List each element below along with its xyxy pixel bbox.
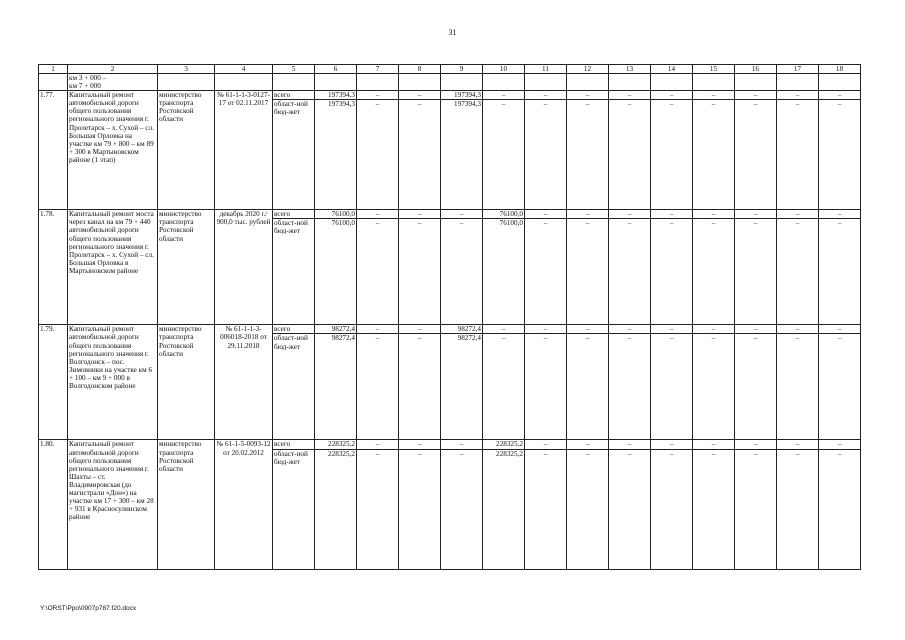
column-number: 5 [273, 65, 315, 74]
amount-cell: – [609, 334, 651, 440]
responsible-body: министерство транспорта Ростовской области [158, 325, 215, 440]
column-number: 13 [609, 65, 651, 74]
amount-cell: 228325,2 [315, 440, 357, 449]
funding-regional-label: област-ной бюд-жет [273, 100, 315, 210]
amount-cell: – [777, 91, 819, 100]
amount-cell: 228325,2 [483, 440, 525, 449]
amount-cell: – [735, 100, 777, 210]
amount-cell: – [735, 334, 777, 440]
column-number: 14 [651, 65, 693, 74]
amount-cell: – [567, 440, 609, 449]
amount-cell: – [525, 334, 567, 440]
row-number: 1.77. [39, 91, 68, 210]
amount-cell: – [357, 440, 399, 449]
amount-cell: – [441, 449, 483, 569]
row-number: 1.78. [39, 210, 68, 325]
document-path: Y:\ORST\Ppo\0907p787.f20.docx [40, 605, 137, 612]
page-number: 31 [448, 28, 457, 37]
amount-cell: – [399, 219, 441, 325]
amount-cell: – [441, 440, 483, 449]
column-number-row [39, 65, 861, 74]
continuation-row [39, 74, 861, 91]
amount-cell: – [735, 440, 777, 449]
amount-cell: – [567, 325, 609, 334]
amount-cell: – [483, 325, 525, 334]
amount-cell: – [357, 100, 399, 210]
amount-cell: – [525, 91, 567, 100]
amount-cell: 76100,0 [315, 219, 357, 325]
amount-cell: – [399, 100, 441, 210]
amount-cell: – [651, 91, 693, 100]
amount-cell: – [441, 219, 483, 325]
amount-cell: – [819, 100, 861, 210]
amount-cell: – [567, 91, 609, 100]
amount-cell: – [483, 91, 525, 100]
amount-cell: 197394,3 [441, 91, 483, 100]
amount-cell: 228325,2 [315, 449, 357, 569]
amount-cell: – [735, 449, 777, 569]
column-number: 8 [399, 65, 441, 74]
amount-cell: – [609, 325, 651, 334]
amount-cell: – [819, 325, 861, 334]
object-name: Капитальный ремонт автомобильной дороги общего пользования регионального значения г. Шахты – ст. Владимировская (до магистрали «Дон») на участке км 17 + 300 – км 28 + 931 в Красносулинском районе [68, 440, 158, 569]
amount-cell: – [609, 100, 651, 210]
amount-cell: – [693, 325, 735, 334]
responsible-body: министерство транспорта Ростовской области [158, 440, 215, 569]
amount-cell: – [777, 219, 819, 325]
amount-cell: – [399, 334, 441, 440]
column-number: 1 [39, 65, 68, 74]
amount-cell: – [357, 210, 399, 219]
amount-cell: – [735, 325, 777, 334]
amount-cell: – [693, 100, 735, 210]
column-number: 16 [735, 65, 777, 74]
amount-cell: – [651, 210, 693, 219]
amount-cell: – [693, 219, 735, 325]
funding-regional-label: област-ной бюд-жет [273, 219, 315, 325]
amount-cell: – [357, 334, 399, 440]
approval-document: декабрь 2020 г./ 900,0 тыс. рублей [215, 210, 273, 325]
amount-cell: – [735, 210, 777, 219]
amount-cell: – [525, 449, 567, 569]
column-number: 15 [693, 65, 735, 74]
column-number: 17 [777, 65, 819, 74]
funding-total-label: всего [273, 91, 315, 100]
amount-cell: – [609, 440, 651, 449]
amount-cell: – [651, 449, 693, 569]
amount-cell: – [399, 91, 441, 100]
column-number: 7 [357, 65, 399, 74]
table-row [39, 91, 861, 100]
amount-cell: 98272,4 [315, 334, 357, 440]
funding-regional-label: област-ной бюд-жет [273, 334, 315, 440]
responsible-body: министерство транспорта Ростовской области [158, 210, 215, 325]
column-number: 11 [525, 65, 567, 74]
amount-cell: – [525, 325, 567, 334]
amount-cell: – [777, 334, 819, 440]
row-number: 1.80. [39, 440, 68, 569]
amount-cell: – [483, 100, 525, 210]
funding-regional-label: област-ной бюд-жет [273, 449, 315, 569]
object-name: Капитальный ремонт автомобильной дороги общего пользования регионального значения г. Пролетарск – х. Сухой – сл. Большая Орловка на участке км 79 + 800 – км 89 + 300 в Мартыновском районе (1 этап) [68, 91, 158, 210]
amount-cell: – [567, 219, 609, 325]
amount-cell: 76100,0 [483, 210, 525, 219]
amount-cell: – [525, 210, 567, 219]
amount-cell: – [567, 334, 609, 440]
row-number: 1.79. [39, 325, 68, 440]
amount-cell: – [819, 210, 861, 219]
amount-cell: – [567, 210, 609, 219]
amount-cell: – [357, 449, 399, 569]
amount-cell: – [735, 219, 777, 325]
amount-cell: 76100,0 [315, 210, 357, 219]
amount-cell: – [357, 325, 399, 334]
amount-cell: 197394,3 [441, 100, 483, 210]
amount-cell: – [357, 91, 399, 100]
object-name: Капитальный ремонт моста через канал на км 79 + 440 автомобильной дороги общего пользования регионального значения г. Пролетарск – х. Сухой – сл. Большая Орловка в Мартыновском районе [68, 210, 158, 325]
amount-cell: – [693, 440, 735, 449]
column-number: 12 [567, 65, 609, 74]
amount-cell: – [693, 334, 735, 440]
amount-cell: – [567, 100, 609, 210]
amount-cell: 197394,3 [315, 100, 357, 210]
amount-cell: – [693, 449, 735, 569]
column-number: 6 [315, 65, 357, 74]
amount-cell: – [609, 219, 651, 325]
amount-cell: – [693, 210, 735, 219]
approval-document: № 61-1-1-3-0127-17 от 02.11.2017 [215, 91, 273, 210]
column-number: 2 [68, 65, 158, 74]
amount-cell: – [399, 210, 441, 219]
amount-cell: – [777, 449, 819, 569]
approval-document: № 61-1-1-3-006018-2018 от 29.11.2018 [215, 325, 273, 440]
amount-cell: – [525, 219, 567, 325]
amount-cell: 197394,3 [315, 91, 357, 100]
amount-cell: – [819, 219, 861, 325]
amount-cell: – [483, 334, 525, 440]
amount-cell: – [609, 210, 651, 219]
amount-cell: – [609, 91, 651, 100]
funding-total-label: всего [273, 325, 315, 334]
amount-cell: – [777, 325, 819, 334]
object-name: Капитальный ремонт автомобильной дороги общего пользования регионального значения г. Волгодонск – пос. Зимовники на участке км 6 + 100 – км 9 + 000 в Волгодонском районе [68, 325, 158, 440]
funding-total-label: всего [273, 210, 315, 219]
table-row [39, 325, 861, 334]
column-number: 4 [215, 65, 273, 74]
column-number: 18 [819, 65, 861, 74]
amount-cell: – [819, 449, 861, 569]
amount-cell: – [567, 449, 609, 569]
amount-cell: – [399, 325, 441, 334]
amount-cell: – [651, 440, 693, 449]
funding-total-label: всего [273, 440, 315, 449]
amount-cell: – [399, 440, 441, 449]
amount-cell: – [525, 100, 567, 210]
table-row [39, 210, 861, 219]
amount-cell: – [819, 91, 861, 100]
amount-cell: – [693, 91, 735, 100]
amount-cell: 98272,4 [441, 325, 483, 334]
amount-cell: – [441, 210, 483, 219]
budget-table [38, 64, 861, 570]
column-number: 10 [483, 65, 525, 74]
amount-cell: – [777, 440, 819, 449]
column-number: 9 [441, 65, 483, 74]
amount-cell: 228325,2 [483, 449, 525, 569]
amount-cell: – [819, 440, 861, 449]
amount-cell: – [357, 219, 399, 325]
amount-cell: – [819, 334, 861, 440]
amount-cell: – [777, 210, 819, 219]
responsible-body: министерство транспорта Ростовской области [158, 91, 215, 210]
amount-cell: – [651, 334, 693, 440]
amount-cell: – [399, 449, 441, 569]
table-row [39, 440, 861, 449]
amount-cell: – [735, 91, 777, 100]
amount-cell: – [609, 449, 651, 569]
amount-cell: 98272,4 [441, 334, 483, 440]
amount-cell: – [651, 100, 693, 210]
continuation-text: км 3 + 000 – км 7 + 000 [68, 74, 158, 91]
amount-cell: 98272,4 [315, 325, 357, 334]
approval-document: № 61-1-5-0093-12 от 20.02.2012 [215, 440, 273, 569]
amount-cell: 76100,0 [483, 219, 525, 325]
column-number: 3 [158, 65, 215, 74]
amount-cell: – [651, 325, 693, 334]
amount-cell: – [525, 440, 567, 449]
amount-cell: – [777, 100, 819, 210]
amount-cell: – [651, 219, 693, 325]
